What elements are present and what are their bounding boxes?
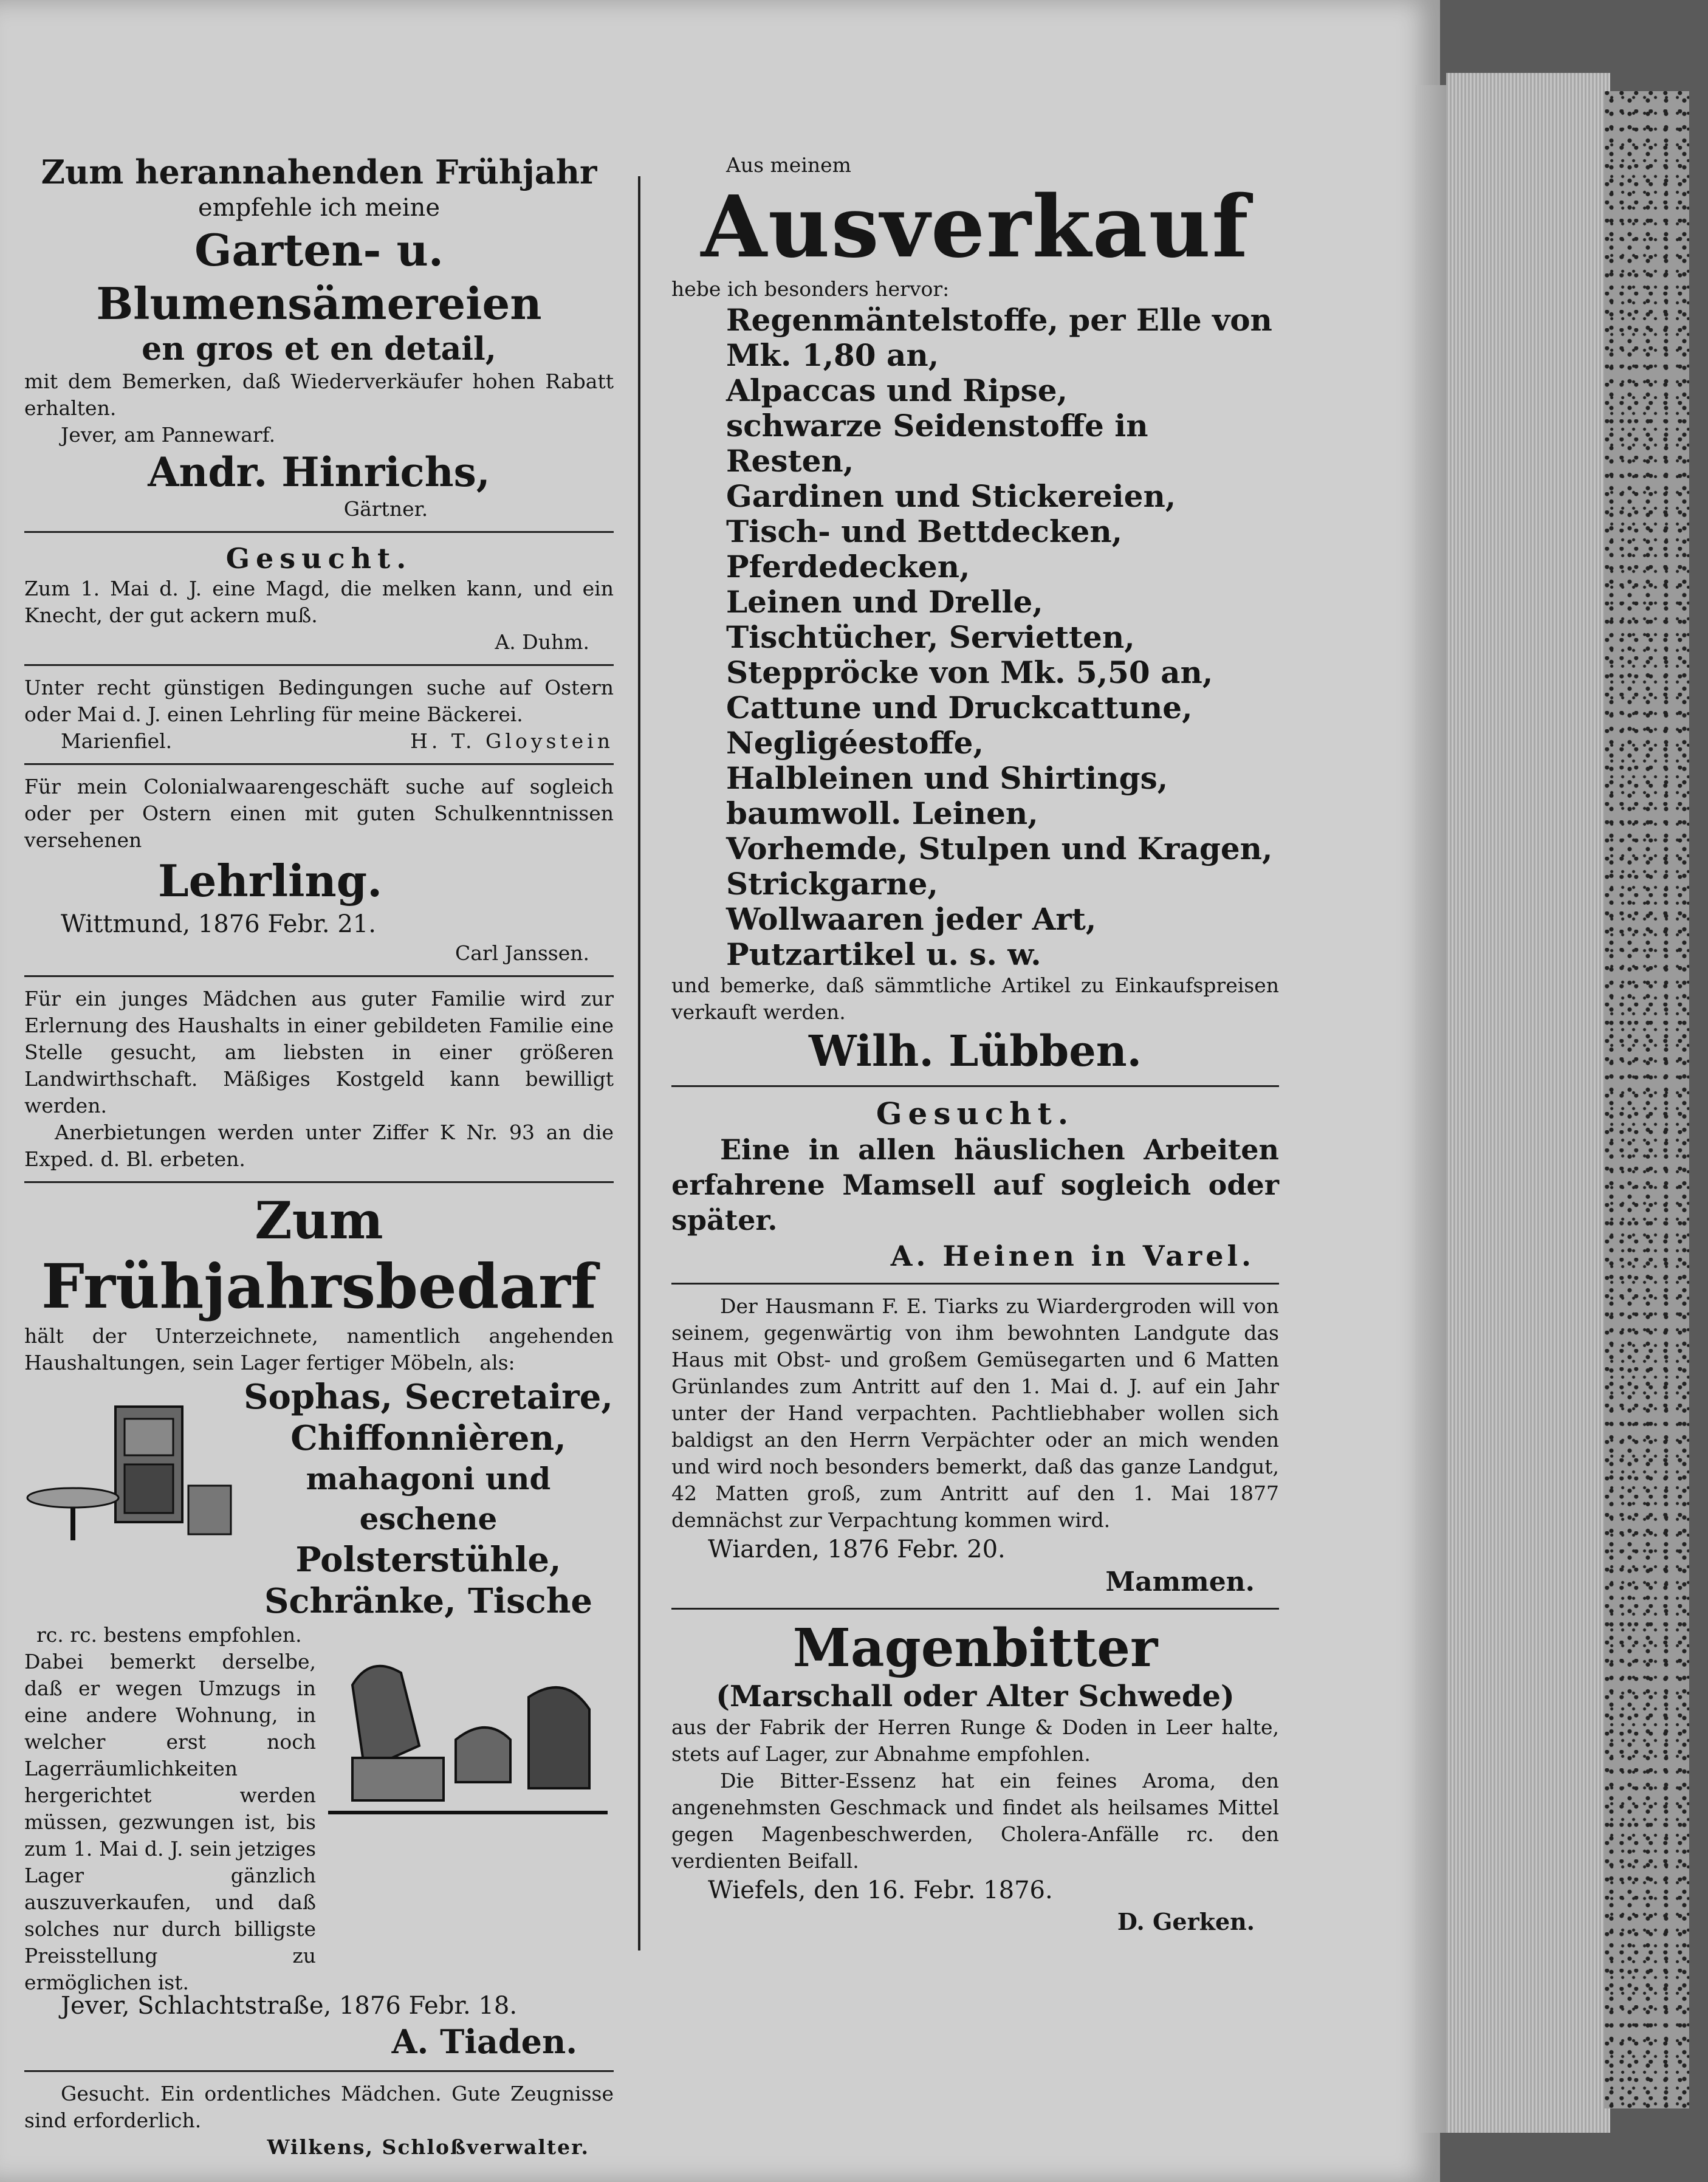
ad-signature: Wilh. Lübben. xyxy=(808,1026,1142,1076)
ad-headline: Lehrling. xyxy=(158,855,383,907)
separator-rule xyxy=(671,1608,1279,1610)
ad-signature: Carl Janssen. xyxy=(454,941,589,965)
goods-item: Regenmäntelstoffe, per Elle von Mk. 1,80 an, xyxy=(726,302,1272,373)
ad-body: und bemerke, daß sämmtliche Artikel zu Einkaufspreisen verkauft werden. xyxy=(671,973,1279,1024)
goods-item: Halbleinen und Shirtings, xyxy=(726,760,1168,796)
ad-notice-section xyxy=(24,1649,614,1996)
ad-headline: Frühjahrsbedarf xyxy=(41,1251,597,1322)
goods-item: schwarze Seidenstoffe in Resten, xyxy=(726,408,1148,479)
ad-footer xyxy=(24,728,614,755)
ad-gerken xyxy=(671,1618,1279,1938)
ad-gloystein xyxy=(24,674,614,755)
ad-date: Wiarden, 1876 Febr. 20. xyxy=(708,1535,1006,1563)
ad-date: Wittmund, 1876 Febr. 21. xyxy=(61,910,376,938)
ad-body: hält der Unterzeichnete, namentlich angehenden Haushaltungen, sein Lager fertiger Möbeln, als: xyxy=(24,1324,614,1374)
ad-place: Jever, am Pannewarf. xyxy=(61,423,276,447)
ad-body: Zum 1. Mai d. J. eine Magd, die melken kann, und ein Knecht, der gut ackern muß. xyxy=(24,577,614,627)
goods-item: Wollwaaren jeder Art, xyxy=(726,901,1097,937)
separator-rule xyxy=(24,1181,614,1183)
ad-signature: D. Gerken. xyxy=(1117,1908,1255,1935)
right-column xyxy=(671,152,1279,1938)
book-page-edges xyxy=(1446,73,1610,2133)
separator-rule xyxy=(24,2070,614,2072)
ad-body: Für ein junges Mädchen aus guter Familie wird zur Erlernung des Haushalts in einer gebildeten Familie eine Stelle gesucht, am liebsten in einer größeren Landwirthschaft. Mäßiges Kostgeld kann bewilligt werden. xyxy=(24,987,614,1117)
ad-wilkens xyxy=(24,2081,614,2161)
ad-signature: A. Tiaden. xyxy=(391,2022,577,2061)
ad-body: Unter recht günstigen Bedingungen suche auf Ostern oder Mai d. J. einen Lehrling für meine Bäckerei. xyxy=(24,676,614,726)
ad-body: Gesucht. Ein ordentliches Mädchen. Gute Zeugnisse sind erforderlich. xyxy=(24,2082,614,2132)
separator-rule xyxy=(24,531,614,533)
armchair-illustration xyxy=(328,1649,608,1831)
ad-place: Marienfiel. xyxy=(61,729,173,753)
furniture-item: Polsterstühle, xyxy=(295,1540,561,1580)
goods-item: Tisch- und Bettdecken, xyxy=(726,513,1123,549)
ad-body: Für mein Colonialwaarengeschäft suche auf sogleich oder per Ostern einen mit guten Schulkenntnissen versehenen xyxy=(24,775,614,852)
goods-item: baumwoll. Leinen, xyxy=(726,795,1038,831)
furniture-item: Schränke, Tische xyxy=(264,1581,593,1621)
ad-subtitle: empfehle ich meine xyxy=(197,194,441,222)
furniture-list xyxy=(243,1376,614,1622)
ad-heinen xyxy=(671,1096,1279,1274)
goods-item: Cattune und Druckcattune, xyxy=(726,690,1193,726)
goods-item: Gardinen und Stickereien, xyxy=(726,478,1176,514)
furniture-item: Chiffonnièren, xyxy=(290,1418,566,1458)
ad-headline: Ausverkauf xyxy=(701,177,1250,277)
ad-signature: Mammen. xyxy=(1105,1566,1255,1597)
goods-item: Leinen und Drelle, xyxy=(726,584,1043,620)
separator-rule xyxy=(671,1283,1279,1285)
ad-signature: A. Heinen in Varel. xyxy=(890,1240,1255,1272)
goods-item: Negligéestoffe, xyxy=(726,725,984,761)
ad-after: rc. rc. bestens empfohlen. xyxy=(36,1623,302,1647)
ad-pre: Aus meinem xyxy=(726,153,851,177)
ad-subtitle: (Marschall oder Alter Schwede) xyxy=(716,1679,1235,1714)
goods-item: Vorhemde, Stulpen und Kragen, xyxy=(726,831,1273,866)
ad-tiaden xyxy=(24,1192,614,2062)
furniture-section xyxy=(24,1376,614,1622)
ad-signature: H. T. Gloystein xyxy=(410,729,614,753)
furniture-illustration xyxy=(24,1395,243,1552)
left-column xyxy=(24,152,614,2161)
goods-item: Steppröcke von Mk. 5,50 an, xyxy=(726,654,1213,690)
ad-body: Der Hausmann F. E. Tiarks zu Wiardergroden will von seinem, gegenwärtig von ihm bewohnten Landgute das Haus mit Obst- und großem Gemüsegarten und 6 Matten Grünlandes zum Antritt auf den 1. Mai d. J. auf ein Jahr unter der Hand verpachten. Pachtliebhaber wollen sich baldigst an den Herrn Verpächter oder an mich wenden und wird noch besonders bemerkt, daß das ganze Landgut, 42 Matten groß, zum Antritt auf den 1. Mai 1877 demnächst zur Verpachtung kommen wird. xyxy=(671,1294,1279,1532)
separator-rule xyxy=(24,763,614,765)
ad-janssen xyxy=(24,774,614,967)
ad-title: Zum herannahenden Frühjahr xyxy=(41,153,597,191)
ad-luebben xyxy=(671,152,1279,1077)
ad-expedition xyxy=(24,986,614,1173)
goods-item: Putzartikel u. s. w. xyxy=(726,936,1041,972)
ad-date: Jever, Schlachtstraße, 1876 Febr. 18. xyxy=(61,1992,518,2020)
ad-signature: Andr. Hinrichs, xyxy=(148,448,490,496)
ad-signature: A. Duhm. xyxy=(495,630,589,654)
ad-body-2: Die Bitter-Essenz hat ein feines Aroma, den angenehmsten Geschmack und findet als heilsames Mittel gegen Magenbeschwerden, Cholera-Anfälle rc. den verdienten Beifall. xyxy=(671,1769,1279,1873)
goods-item: Alpaccas und Ripse, xyxy=(726,372,1068,408)
ad-hinrichs xyxy=(24,152,614,523)
ad-body-2: Anerbietungen werden unter Ziffer K Nr. 93 an die Exped. d. Bl. erbeten. xyxy=(24,1120,614,1171)
ad-title: Gesucht. xyxy=(876,1096,1075,1131)
ad-headline: Garten- u. Blumensämereien xyxy=(96,224,542,329)
separator-rule xyxy=(24,664,614,666)
separator-rule xyxy=(24,975,614,977)
goods-list xyxy=(671,303,1279,972)
ad-title: Gesucht. xyxy=(225,542,413,575)
ad-title: Zum xyxy=(255,1190,383,1251)
goods-item: Pferdedecken, xyxy=(726,549,970,585)
furniture-item: mahagoni und eschene xyxy=(306,1461,551,1537)
ad-headline-2: en gros et en detail, xyxy=(142,331,496,368)
ad-date: Wiefels, den 16. Febr. 1876. xyxy=(708,1876,1053,1904)
ad-body-2: Dabei bemerkt derselbe, daß er wegen Umzugs in eine andere Wohnung, in welcher erst noch Lagerräumlichkeiten hergerichtet werden müssen, gezwungen ist, bis zum 1. Mai d. J. sein jetziges Lager gänzlich auszuverkaufen, und daß solches nur durch billigste Preisstellung zu ermöglichen ist. xyxy=(24,1650,316,1994)
separator-rule xyxy=(671,1085,1279,1087)
ad-headline: Magenbitter xyxy=(792,1618,1158,1679)
column-divider xyxy=(638,176,640,1950)
ad-role: Gärtner. xyxy=(343,497,428,521)
book-cover-edge xyxy=(1604,91,1689,2108)
ad-body: mit dem Bemerken, daß Wiederverkäufer hohen Rabatt erhalten. xyxy=(24,369,614,420)
ad-subtitle: hebe ich besonders hervor: xyxy=(671,277,950,301)
ad-body: aus der Fabrik der Herren Runge & Doden in Leer halte, stets auf Lager, zur Abnahme empfohlen. xyxy=(671,1715,1279,1766)
furniture-item: Sophas, Secretaire, xyxy=(244,1377,613,1417)
ad-body: Eine in allen häuslichen Arbeiten erfahrene Mamsell auf sogleich oder später. xyxy=(671,1133,1279,1237)
ad-duhm xyxy=(24,541,614,656)
ad-signature: Wilkens, Schloßverwalter. xyxy=(267,2135,589,2159)
goods-item: Tischtücher, Servietten, xyxy=(726,619,1135,655)
goods-item: Strickgarne, xyxy=(726,866,938,902)
ad-tiarks xyxy=(671,1293,1279,1599)
